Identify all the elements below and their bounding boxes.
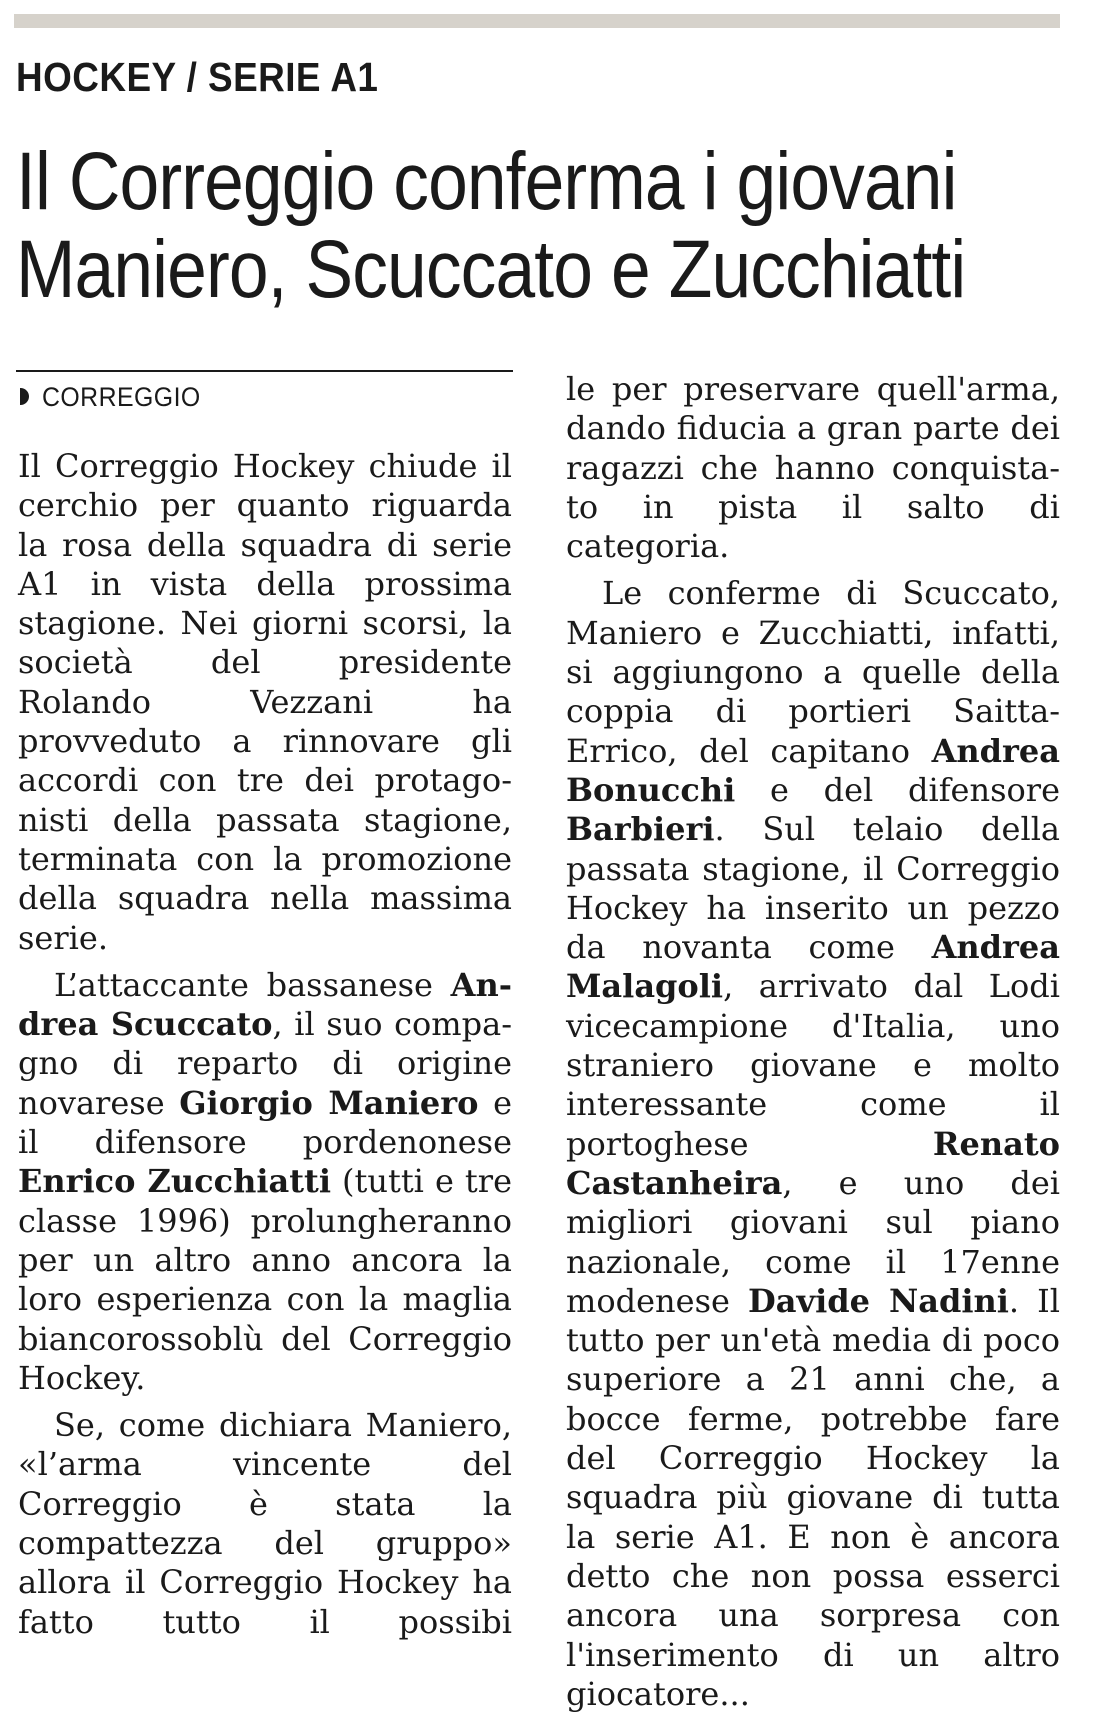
text-run: , il suo compagno di reparto di origine novarese xyxy=(18,1005,513,1122)
text-run: , arrivato dal Lodi vicecampione d'Italia, uno straniero giovane e molto interessante come il portoghese xyxy=(566,967,1060,1163)
column-right xyxy=(566,370,1060,1714)
text-run: , e uno dei migliori giovani sul piano nazionale, come il 17enne modenese xyxy=(566,1163,1060,1320)
paragraph xyxy=(566,574,1060,1714)
paragraph xyxy=(18,966,512,1398)
dateline xyxy=(16,370,513,420)
bold-name: Renato Castanheira xyxy=(566,1124,1060,1202)
bold-name: Andrea Malagoli xyxy=(566,928,1060,1006)
paragraph-continued xyxy=(566,370,1060,566)
text-run: Le conferme di Scuccato, Maniero e Zucchiatti, infatti, si aggiungono a quelle della coppia di portieri Saitta-Errico, del capitano xyxy=(566,574,1060,770)
paragraph xyxy=(18,447,512,958)
text-run: le per preservare quell'arma, dando fiducia a gran parte dei ragazzi che hanno conquistato in pista il salto di categoria. xyxy=(566,370,1060,566)
text-run: Il Correggio Hockey chiude il cerchio per quanto riguarda la rosa della squadra di serie A1 in vista della prossima stagione. Nei giorni scorsi, la società del presidente Rolando Vezzani ha provveduto a rinnovare gli accordi con tre dei protagonisti della passata stagione, terminata con la promozione della squadra nella massima serie. xyxy=(18,447,512,957)
bold-name: Enrico Zucchiatti xyxy=(18,1162,331,1201)
column-left xyxy=(18,447,512,1642)
top-rule xyxy=(14,14,1060,28)
bold-name: Giorgio Maniero xyxy=(179,1083,479,1122)
bold-name: Davide Nadini xyxy=(747,1281,1009,1320)
headline xyxy=(16,138,1008,314)
headline-line-1: Il Correggio conferma i giovani xyxy=(16,136,957,227)
text-run: (tutti e tre classe 1996) prolungheranno per un altro anno ancora la loro esperienza con la maglia biancorossoblù del Correggio Hockey. xyxy=(18,1162,512,1397)
paragraph xyxy=(18,1406,512,1642)
headline-line-2: Maniero, Scuccato e Zucchiatti xyxy=(16,224,966,315)
text-run: . Sul telaio della passata stagione, il Correggio Hockey ha inserito un pezzo da novanta come xyxy=(566,810,1060,967)
bold-name: Barbieri xyxy=(566,810,715,849)
section-kicker: HOCKEY / SERIE A1 xyxy=(16,54,379,100)
bold-name: Andrea Bonucchi xyxy=(566,731,1060,809)
text-run: e del difensore xyxy=(735,770,1060,809)
text-run: Se, come dichiara Maniero, «l’arma vincente del Correggio è stata la compattezza del gruppo» allora il Correggio Hockey ha fatto tutto il possibi xyxy=(18,1406,512,1641)
dateline-marker-icon xyxy=(20,388,29,405)
dateline-label: CORREGGIO xyxy=(42,382,201,412)
text-run: e il difensore pordenonese xyxy=(18,1083,513,1162)
text-run: L’attaccante bassanese xyxy=(54,965,451,1004)
bold-name: Andrea Scuccato xyxy=(18,965,512,1044)
text-run: . Il tutto per un'età media di poco superiore a 21 anni che, a bocce ferme, potrebbe fare del Correggio Hockey la squadra più giovane di tutta la serie A1. E non è ancora detto che non possa esserci ancora una sorpresa con l'inserimento di un altro giocatore... xyxy=(566,1281,1060,1713)
